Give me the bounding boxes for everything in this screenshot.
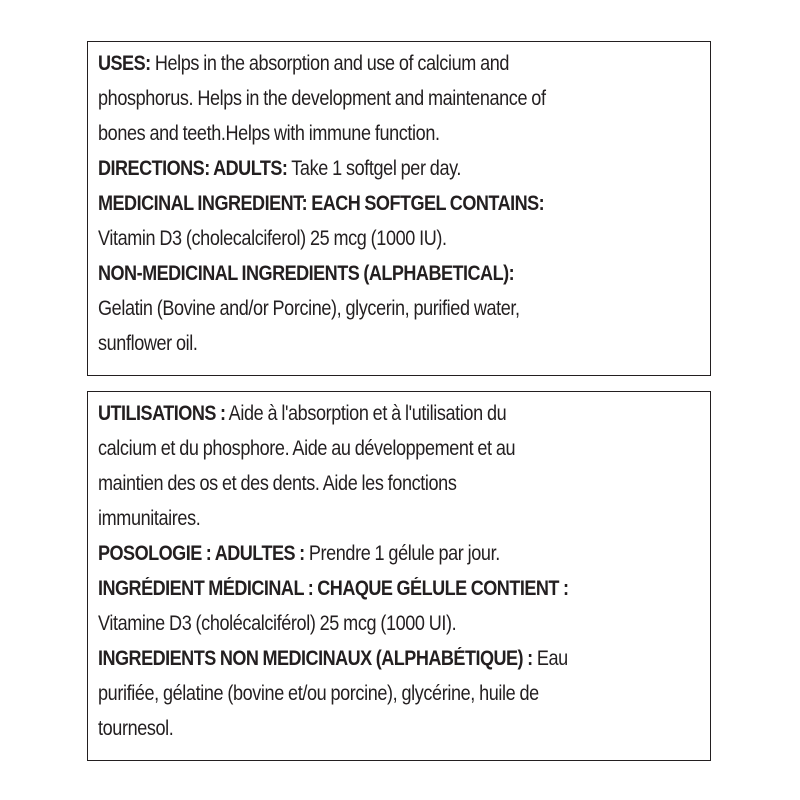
utilisations-text: Aide à l'absorption et à l'utilisation du [225,402,507,425]
uses-label: USES: [98,52,151,75]
utilisations-line-1 [98,396,700,431]
uses-line-2: phosphorus. Helps in the development and maintenance of [98,87,546,110]
posologie-text: Prendre 1 gélule par jour. [304,542,500,565]
directions-text: Take 1 softgel per day. [287,157,462,180]
ingredient-medicinal-heading: INGRÉDIENT MÉDICINAL : CHAQUE GÉLULE CONTIENT : [98,577,569,600]
medicinal-ingredient-heading: MEDICINAL INGREDIENT: EACH SOFTGEL CONTAINS: [98,192,545,215]
utilisations-line-3: maintien des os et des dents. Aide les fonctions [98,472,457,495]
english-label-panel [87,41,711,376]
medicinal-ingredient-text: Vitamin D3 (cholecalciferol) 25 mcg (1000 IU). [98,227,447,250]
ingredients-non-medicinaux-line-1 [98,641,700,676]
french-label-panel [87,391,711,761]
ingredients-non-medicinaux-label: INGREDIENTS NON MEDICINAUX (ALPHABÉTIQUE) : [98,647,533,670]
uses-text: Helps in the absorption and use of calcium and [150,52,510,75]
posologie-label: POSOLOGIE : ADULTES : [98,542,305,565]
non-medicinal-heading: NON-MEDICINAL INGREDIENTS (ALPHABETICAL): [98,262,515,285]
directions-label: DIRECTIONS: ADULTS: [98,157,288,180]
non-medicinal-line-2: sunflower oil. [98,332,198,355]
ingredient-medicinal-text: Vitamine D3 (cholécalciférol) 25 mcg (1000 UI). [98,612,457,635]
uses-line-1 [98,46,700,81]
utilisations-line-4: immunitaires. [98,507,201,530]
directions-line [98,151,700,186]
ingredients-non-medicinaux-line-3: tournesol. [98,717,174,740]
utilisations-label: UTILISATIONS : [98,402,226,425]
utilisations-line-2: calcium et du phosphore. Aide au développement et au [98,437,516,460]
uses-line-3: bones and teeth.Helps with immune function. [98,122,440,145]
ingredients-non-medicinaux-text: Eau [532,647,568,670]
ingredients-non-medicinaux-line-2: purifiée, gélatine (bovine et/ou porcine), glycérine, huile de [98,682,539,705]
non-medicinal-line-1: Gelatin (Bovine and/or Porcine), glycerin, purified water, [98,297,520,320]
posologie-line [98,536,700,571]
